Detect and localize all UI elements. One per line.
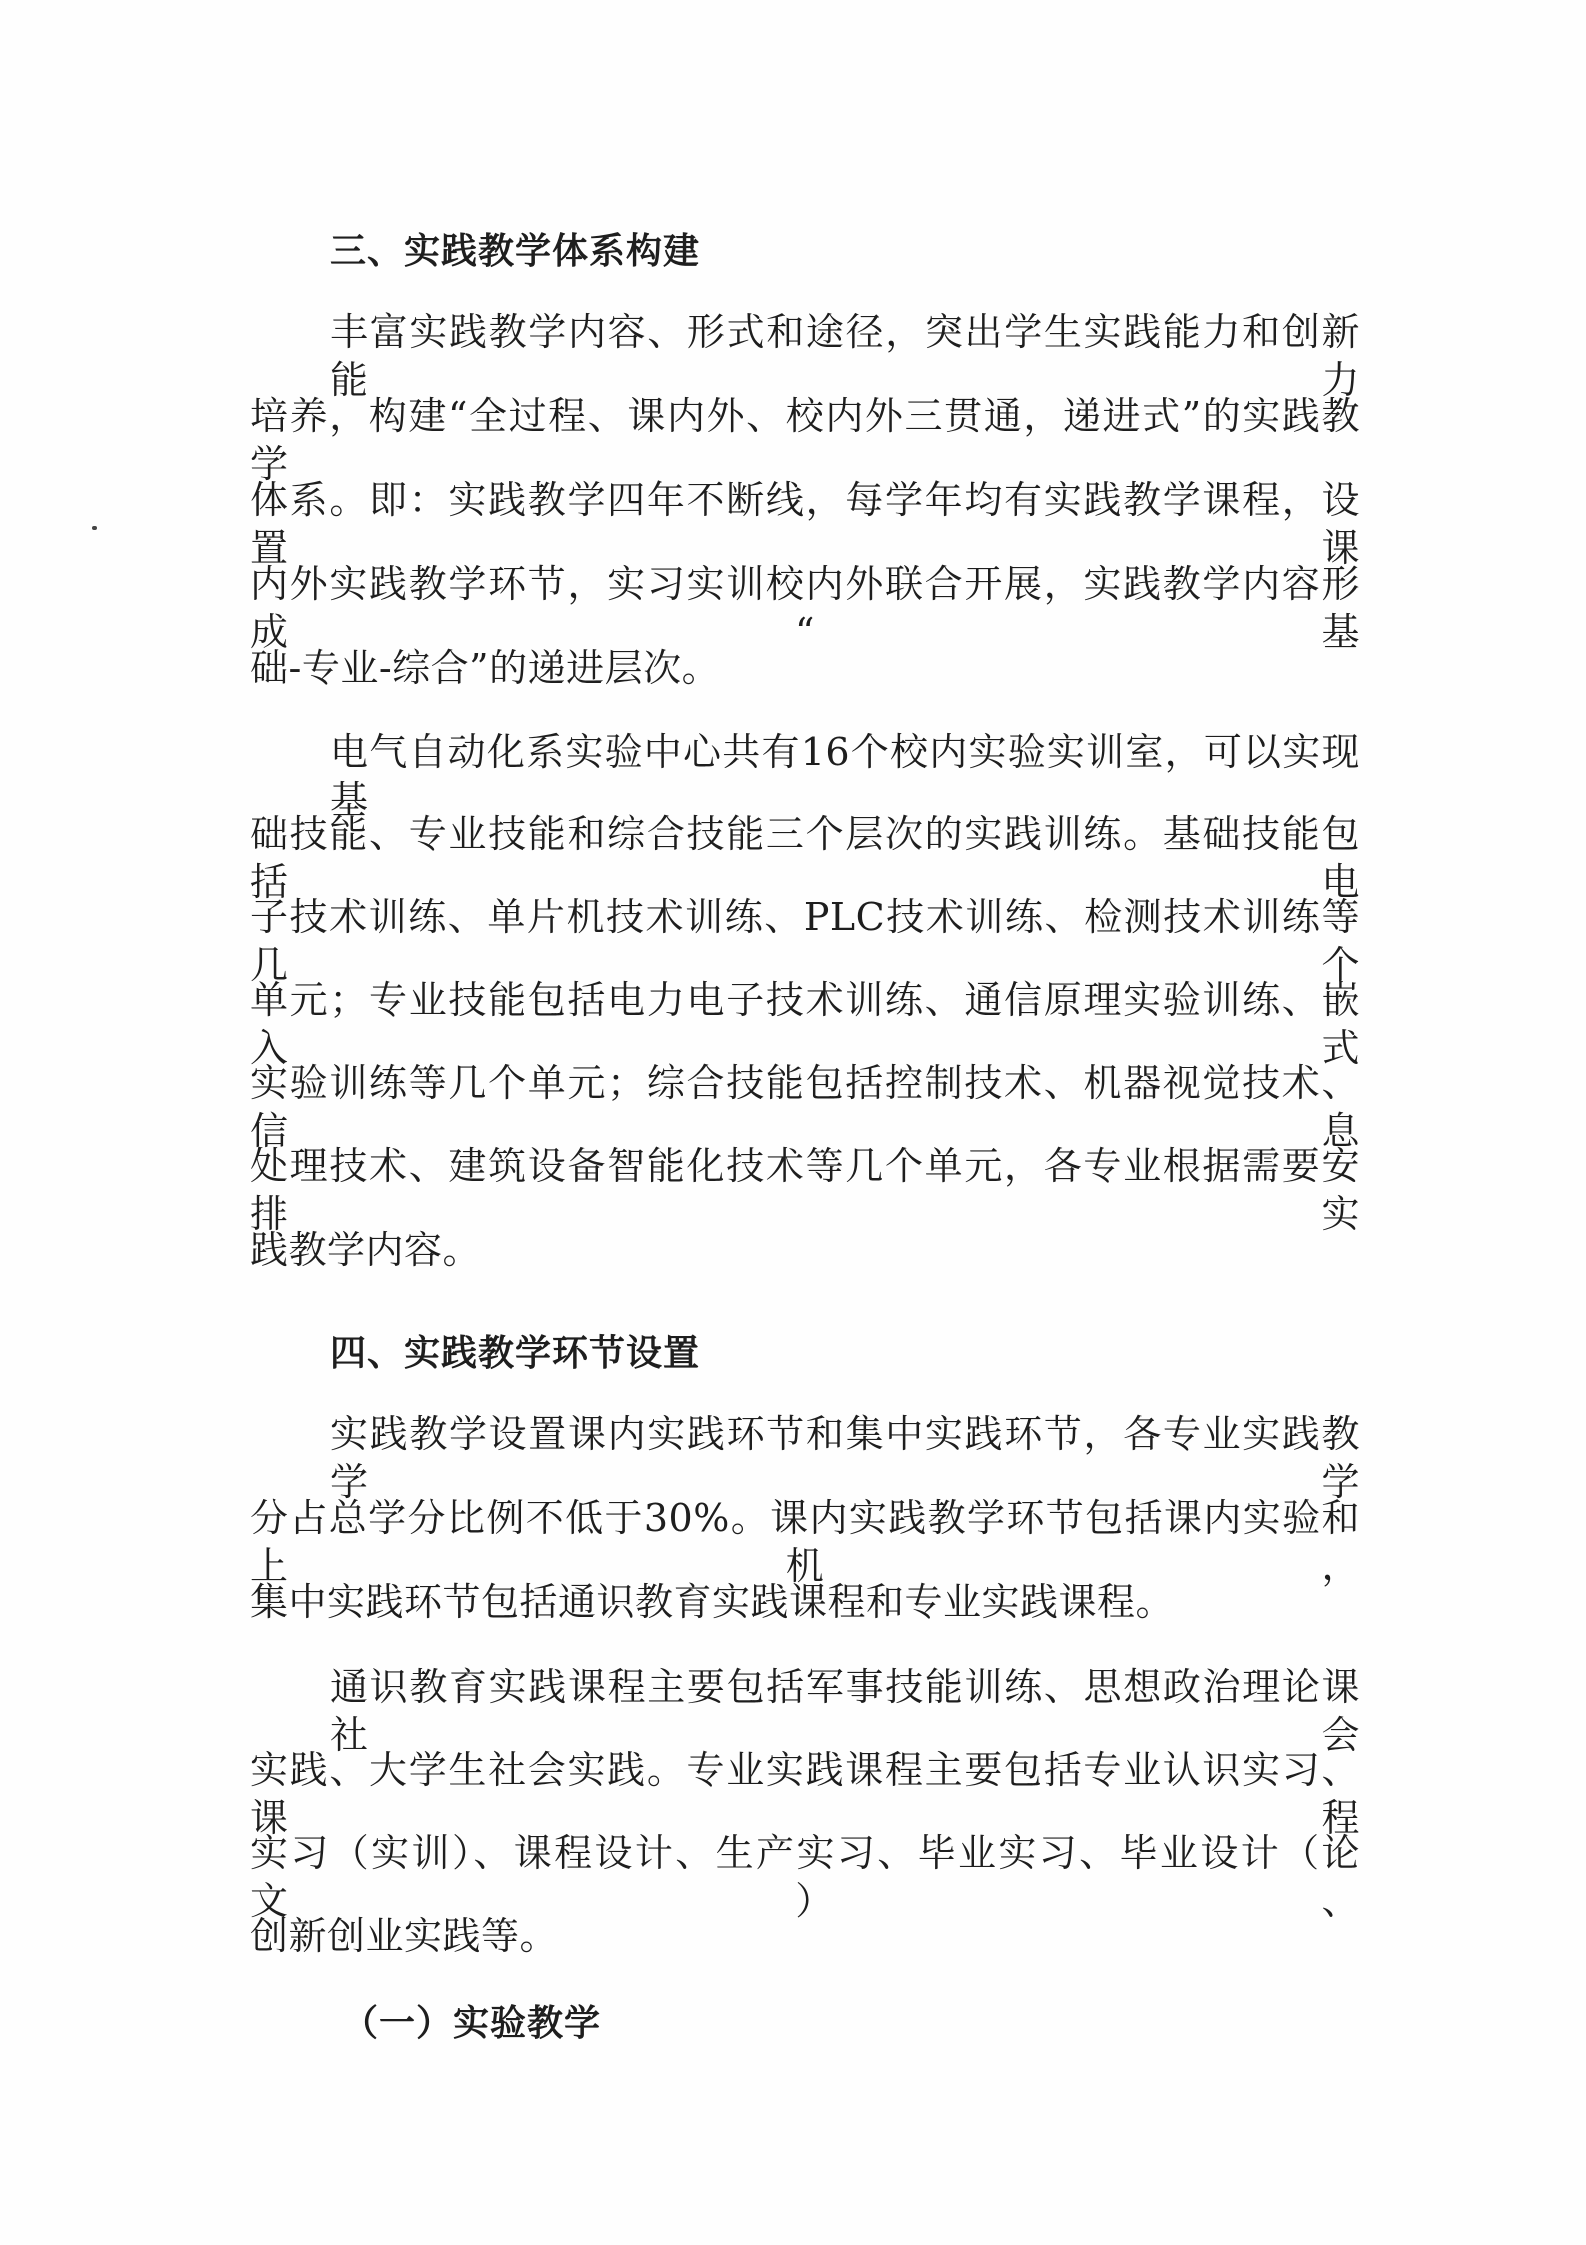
paragraph-line: 践教学内容。 [250, 1228, 482, 1272]
paragraph-line: 创新创业实践等。 [250, 1914, 559, 1958]
section-heading-4: 四、实践教学环节设置 [330, 1333, 701, 1374]
paragraph-line: 体系。即：实践教学四年不断线，每学年均有实践教学课程，设置课 [250, 478, 1360, 570]
paragraph-line: 处理技术、建筑设备智能化技术等几个单元，各专业根据需要安排实 [250, 1144, 1360, 1236]
paragraph-line: 子技术训练、单片机技术训练、PLC技术训练、检测技术训练等几个 [250, 895, 1360, 987]
paragraph-line: 实践、大学生社会实践。专业实践课程主要包括专业认识实习、课程 [250, 1748, 1360, 1840]
scan-speck [92, 526, 97, 530]
paragraph-line: 实践教学设置课内实践环节和集中实践环节，各专业实践教学学 [330, 1412, 1360, 1504]
paragraph-line: 实验训练等几个单元；综合技能包括控制技术、机器视觉技术、信息 [250, 1061, 1360, 1153]
paragraph-line: 础技能、专业技能和综合技能三个层次的实践训练。基础技能包括电 [250, 812, 1360, 904]
paragraph-line: 丰富实践教学内容、形式和途径，突出学生实践能力和创新能力 [330, 310, 1360, 402]
paragraph-line: 集中实践环节包括通识教育实践课程和专业实践课程。 [250, 1580, 1175, 1624]
paragraph-line: 单元；专业技能包括电力电子技术训练、通信原理实验训练、嵌入式 [250, 978, 1360, 1070]
paragraph-line: 实习（实训）、课程设计、生产实习、毕业实习、毕业设计（论文）、 [250, 1831, 1360, 1923]
paragraph-line: 培养，构建“全过程、课内外、校内外三贯通，递进式”的实践教学 [250, 394, 1360, 486]
paragraph-line: 电气自动化系实验中心共有16个校内实验实训室，可以实现基 [330, 730, 1360, 822]
paragraph-line: 础-专业-综合”的递进层次。 [250, 646, 721, 690]
section-heading-3: 三、实践教学体系构建 [330, 231, 701, 272]
subheading-experiment-teaching: （一）实验教学 [342, 2003, 602, 2044]
paragraph-line: 通识教育实践课程主要包括军事技能训练、思想政治理论课社会 [330, 1665, 1360, 1757]
paragraph-line: 分占总学分比例不低于30%。课内实践教学环节包括课内实验和上机， [250, 1496, 1360, 1588]
paragraph-line: 内外实践教学环节，实习实训校内外联合开展，实践教学内容形成“基 [250, 562, 1360, 654]
